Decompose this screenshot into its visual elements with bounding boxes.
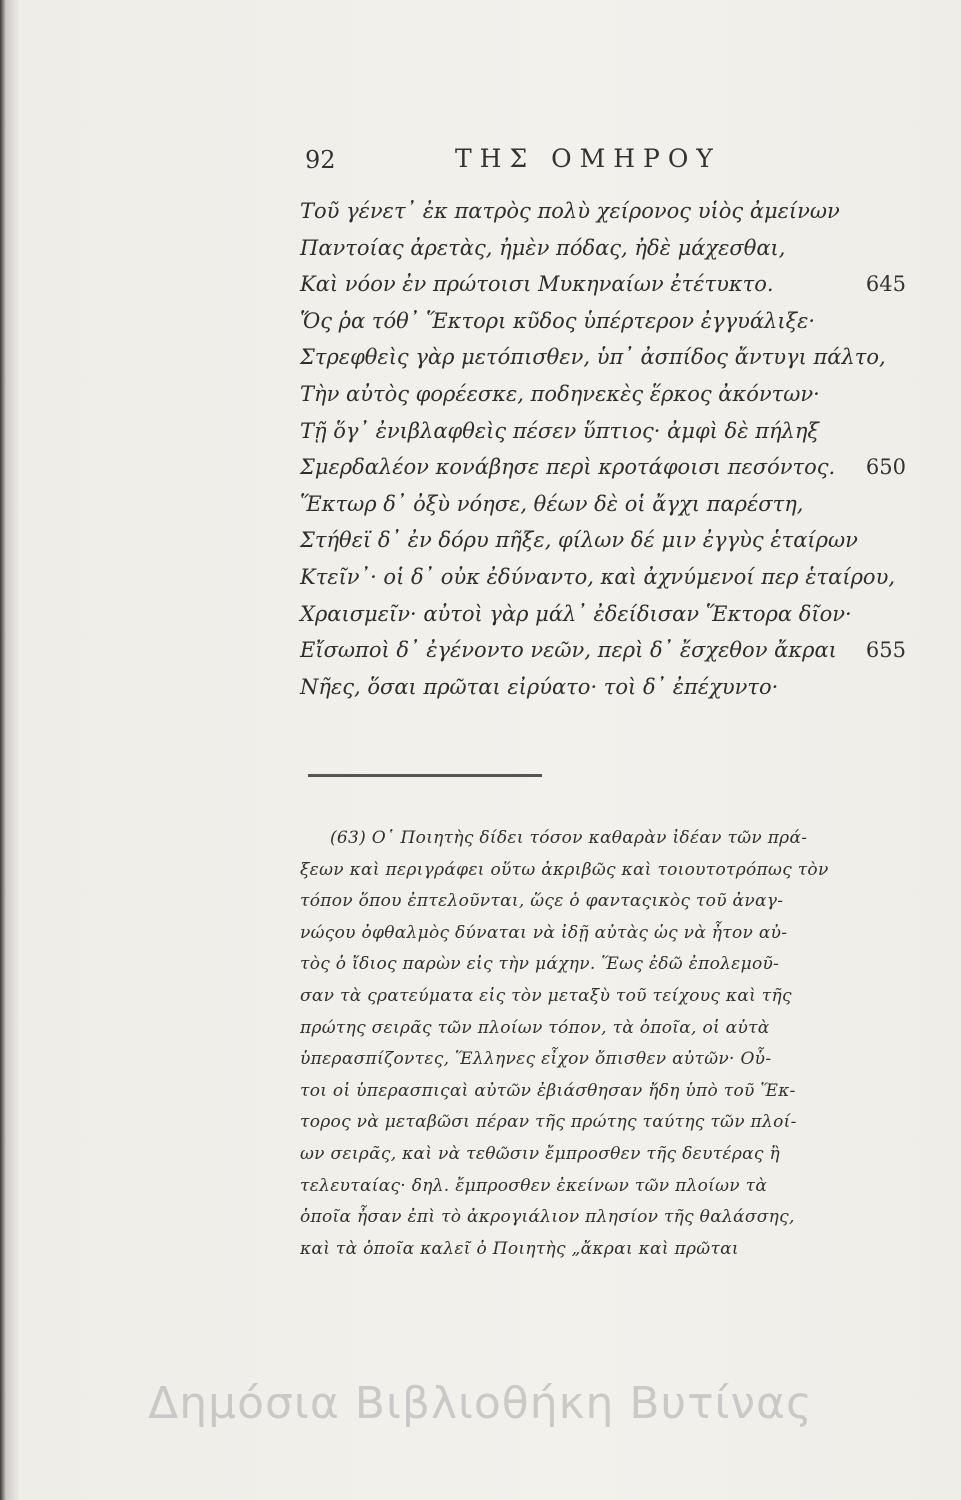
footnote-line: (63) Ο῾ Ποιητὴς δίδει τόσον καθαρὰν ἰδέαν τῶν πρά- <box>330 828 808 848</box>
line-number: 650 <box>865 455 906 480</box>
line-number: 655 <box>865 638 906 663</box>
verse-line: Σμερδαλέον κονάβησε περὶ κροτάφοισι πεσόντος. 650 <box>300 449 910 486</box>
running-title: ΤΗΣ ΟΜΗΡΟΥ <box>455 144 721 173</box>
verse-line: Ὅς ῥα τόθ᾽ Ἕκτορι κῦδος ὑπέρτερον ἐγγυάλιξε· <box>300 308 816 333</box>
verse-line: Κτεῖν᾽· οἱ δ᾽ οὐκ ἐδύναντο, καὶ ἀχνύμενοί περ ἑταίρου, <box>300 564 896 589</box>
verse-line: Τῇ ὅγ᾽ ἐνιβλαφθεὶς πέσεν ὕπτιος· ἀμφὶ δὲ πήληξ <box>300 418 819 443</box>
verse-line: Παντοίας ἀρετὰς, ἠμὲν πόδας, ἠδὲ μάχεσθαι, <box>300 235 786 260</box>
footnote-line: τόπον ὅπου ἐπτελοῦνται, ὥςε ὁ φανταςικὸς τοῦ ἀναγ- <box>300 891 784 912</box>
verse-line: Χραισμεῖν· αὐτοὶ γὰρ μάλ᾽ ἐδείδισαν Ἕκτορα δῖον· <box>300 601 852 626</box>
footnote-line: ὑπερασπίζοντες, Ἕλληνες εἶχον ὄπισθεν αὐτῶν· Οὗ- <box>300 1049 772 1070</box>
verse-line: Στήθεϊ δ᾽ ἐν δόρυ πῆξε, φίλων δέ μιν ἐγγὺς ἑταίρων <box>300 528 858 553</box>
footnote-line: ξεων καὶ περιγράφει οὕτω ἀκριβῶς καὶ τοιουτοτρόπως τὸν <box>300 859 829 880</box>
verse-line: Νῆες, ὅσαι πρῶται εἰρύατο· τοὶ δ᾽ ἐπέχυντο· <box>300 674 779 699</box>
page-header <box>305 140 775 180</box>
footnote-line: τὸς ὁ ἴδιος παρὼν εἰς τὴν μάχην. Ἕως ἐδῶ ἐπολεμοῦ- <box>300 954 780 975</box>
footnote-line: σαν τὰ ςρατεύματα εἰς τὸν μεταξὺ τοῦ τείχους καὶ τῆς <box>300 985 792 1006</box>
verse-line: Ἕκτωρ δ᾽ ὀξὺ νόησε, θέων δὲ οἱ ἄγχι παρέστη, <box>300 491 804 516</box>
footnote-line: πρώτης σειρᾶς τῶν πλοίων τόπον, τὰ ὁποῖα, οἱ αὐτὰ <box>300 1017 770 1038</box>
footnote-line: καὶ τὰ ὁποῖα καλεῖ ὁ Ποιητὴς „ἄκραι καὶ πρῶται <box>300 1238 739 1259</box>
footnote-block <box>300 823 910 1265</box>
footnote-line: ων σειρᾶς, καὶ νὰ τεθῶσιν ἔμπροσθεν τῆς δευτέρας ἢ <box>300 1143 780 1164</box>
footnote-line: τοι οἱ ὑπερασπιςαὶ αὐτῶν ἐβιάσθησαν ἤδη ὑπὸ τοῦ Ἕκ- <box>300 1080 796 1101</box>
library-watermark: Δημόσια Βιβλιοθήκη Βυτίνας <box>148 1378 813 1429</box>
page-number: 92 <box>305 146 336 174</box>
footnote-line: τορος νὰ μεταβῶσι πέραν τῆς πρώτης ταύτης τῶν πλοί- <box>300 1112 797 1133</box>
verse-line: Στρεφθεὶς γὰρ μετόπισθεν, ὑπ᾽ ἀσπίδος ἄντυγι πάλτο, <box>300 345 886 370</box>
footnote-divider <box>308 774 542 777</box>
footnote-line: νώςου ὀφθαλμὸς δύναται νὰ ἰδῇ αὐτὰς ὡς νὰ ἦτον αὐ- <box>300 922 788 943</box>
verse-line: Τοῦ γένετ᾽ ἐκ πατρὸς πολὺ χείρονος υἱὸς ἀμείνων <box>300 199 840 223</box>
verse-line: Καὶ νόον ἐν πρώτοισι Μυκηναίων ἐτέτυκτο. 645 <box>300 266 910 303</box>
verse-line: Τὴν αὐτὸς φορέεσκε, ποδηνεκὲς ἕρκος ἀκόντων· <box>300 381 820 406</box>
line-number: 645 <box>865 272 906 297</box>
footnote-line: τελευταίας· δηλ. ἔμπροσθεν ἐκείνων τῶν πλοίων τὰ <box>300 1175 768 1196</box>
verse-line: Εἴσωποὶ δ᾽ ἐγένοντο νεῶν, περὶ δ᾽ ἔσχεθον ἄκραι 655 <box>300 632 910 669</box>
verse-block <box>300 193 910 705</box>
footnote-line: ὁποῖα ἦσαν ἐπὶ τὸ ἀκρογιάλιον πλησίον τῆς θαλάσσης, <box>300 1207 795 1228</box>
